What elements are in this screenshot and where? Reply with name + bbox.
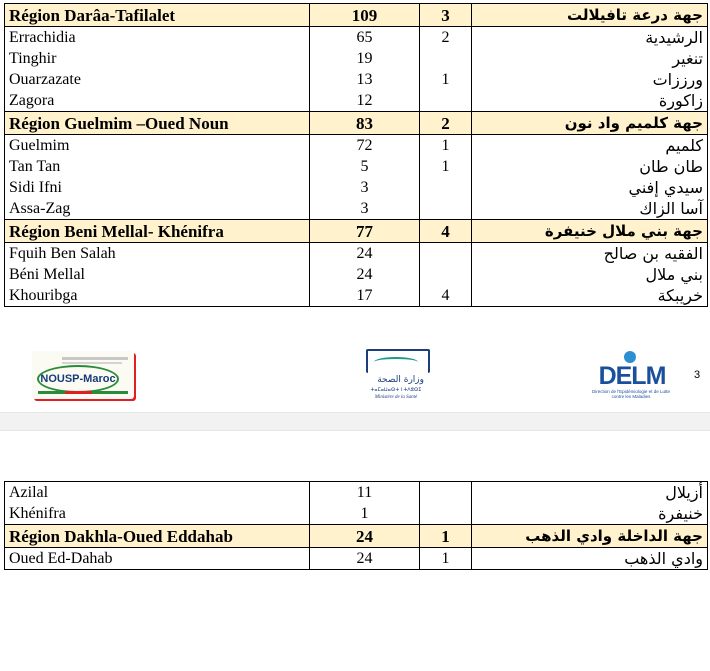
name-ar-cell: خنيفرة: [472, 503, 708, 525]
deaths-cell: [420, 264, 472, 285]
cases-table-part-2: [4, 481, 708, 570]
total-cell: 24: [310, 548, 420, 570]
nousp-label: NOUSP-Maroc: [40, 373, 116, 385]
total-cell: 72: [310, 135, 420, 157]
ministry-tifinagh-name: ⵜⴰⵎⴰⵡⴰⵙⵜ ⵏ ⵜⴷⵓⵙⵉ: [370, 387, 422, 393]
name-fr-cell: Région Darâa-Tafilalet: [5, 4, 310, 27]
deaths-cell: 4: [420, 220, 472, 243]
ministry-french-name: Ministère de la Santé: [374, 395, 418, 400]
name-ar-cell: الفقيه بن صالح: [472, 243, 708, 265]
name-ar-cell: ورززات: [472, 69, 708, 90]
name-fr-cell: Azilal: [5, 482, 310, 504]
delm-logo: [590, 351, 672, 399]
province-row: [5, 243, 708, 265]
delm-subtitle: Direction de l'Epidémiologie et de Lutte contre les Maladies: [592, 389, 670, 399]
deaths-cell: [420, 243, 472, 265]
name-ar-cell: جهة بني ملال خنيفرة: [472, 220, 708, 243]
total-cell: 11: [310, 482, 420, 504]
province-row: [5, 503, 708, 525]
name-fr-cell: Ouarzazate: [5, 69, 310, 90]
deaths-cell: 1: [420, 525, 472, 548]
deaths-cell: [420, 503, 472, 525]
name-ar-cell: وادي الذهب: [472, 548, 708, 570]
province-row: [5, 135, 708, 157]
name-fr-cell: Tan Tan: [5, 156, 310, 177]
total-cell: 24: [310, 264, 420, 285]
deaths-cell: 2: [420, 27, 472, 49]
page-break-line: [0, 430, 710, 431]
deaths-cell: 1: [420, 156, 472, 177]
total-cell: 65: [310, 27, 420, 49]
region-row: [5, 4, 708, 27]
name-ar-cell: زاكورة: [472, 90, 708, 112]
total-cell: 24: [310, 243, 420, 265]
name-fr-cell: Zagora: [5, 90, 310, 112]
name-ar-cell: أزيلال: [472, 482, 708, 504]
name-fr-cell: Fquih Ben Salah: [5, 243, 310, 265]
logo-arabic-line: [62, 362, 122, 364]
name-fr-cell: Région Dakhla-Oued Eddahab: [5, 525, 310, 548]
total-cell: 3: [310, 177, 420, 198]
province-row: [5, 198, 708, 220]
deaths-cell: 1: [420, 69, 472, 90]
deaths-cell: [420, 482, 472, 504]
total-cell: 19: [310, 48, 420, 69]
province-row: [5, 482, 708, 504]
name-ar-cell: الرشيدية: [472, 27, 708, 49]
total-cell: 109: [310, 4, 420, 27]
page-break: [0, 412, 710, 431]
name-ar-cell: طان طان: [472, 156, 708, 177]
delm-label: DELM: [598, 362, 666, 390]
name-ar-cell: كلميم: [472, 135, 708, 157]
province-row: [5, 156, 708, 177]
total-cell: 1: [310, 503, 420, 525]
ministry-wave-icon: [374, 357, 418, 367]
nousp-oval: [37, 365, 119, 393]
province-row: [5, 69, 708, 90]
nousp-stripe: [38, 391, 128, 394]
deaths-cell: 2: [420, 112, 472, 135]
name-fr-cell: Tinghir: [5, 48, 310, 69]
province-row: [5, 285, 708, 307]
province-row: [5, 48, 708, 69]
deaths-cell: [420, 177, 472, 198]
total-cell: 5: [310, 156, 420, 177]
deaths-cell: [420, 90, 472, 112]
total-cell: 83: [310, 112, 420, 135]
name-fr-cell: Région Beni Mellal- Khénifra: [5, 220, 310, 243]
name-ar-cell: جهة الداخلة وادي الذهب: [472, 525, 708, 548]
name-ar-cell: آسا الزاك: [472, 198, 708, 220]
name-fr-cell: Assa-Zag: [5, 198, 310, 220]
name-ar-cell: بني ملال: [472, 264, 708, 285]
deaths-cell: 1: [420, 548, 472, 570]
name-fr-cell: Khouribga: [5, 285, 310, 307]
nousp-logo: [32, 351, 134, 399]
name-fr-cell: Guelmim: [5, 135, 310, 157]
deaths-cell: [420, 198, 472, 220]
region-row: [5, 525, 708, 548]
name-fr-cell: Région Guelmim –Oued Noun: [5, 112, 310, 135]
ministry-arabic-name: وزارة الصحة: [377, 375, 424, 385]
page-footer: [0, 345, 710, 407]
total-cell: 24: [310, 525, 420, 548]
total-cell: 17: [310, 285, 420, 307]
deaths-cell: 1: [420, 135, 472, 157]
province-row: [5, 90, 708, 112]
total-cell: 3: [310, 198, 420, 220]
region-row: [5, 112, 708, 135]
total-cell: 12: [310, 90, 420, 112]
name-fr-cell: Béni Mellal: [5, 264, 310, 285]
total-cell: 13: [310, 69, 420, 90]
province-row: [5, 27, 708, 49]
total-cell: 77: [310, 220, 420, 243]
cases-table-part-1: [4, 3, 708, 307]
name-ar-cell: جهة كلميم واد نون: [472, 112, 708, 135]
name-ar-cell: جهة درعة تافيلالت: [472, 4, 708, 27]
name-ar-cell: خريبكة: [472, 285, 708, 307]
name-fr-cell: Oued Ed-Dahab: [5, 548, 310, 570]
region-row: [5, 220, 708, 243]
name-fr-cell: Khénifra: [5, 503, 310, 525]
name-ar-cell: سيدي إفني: [472, 177, 708, 198]
name-fr-cell: Sidi Ifni: [5, 177, 310, 198]
name-fr-cell: Errachidia: [5, 27, 310, 49]
province-row: [5, 548, 708, 570]
page-number: 3: [694, 369, 701, 381]
deaths-cell: 3: [420, 4, 472, 27]
province-row: [5, 264, 708, 285]
province-row: [5, 177, 708, 198]
name-ar-cell: تنغير: [472, 48, 708, 69]
deaths-cell: [420, 48, 472, 69]
deaths-cell: 4: [420, 285, 472, 307]
ministry-of-health-logo: [360, 349, 432, 403]
logo-arabic-line: [62, 357, 128, 360]
